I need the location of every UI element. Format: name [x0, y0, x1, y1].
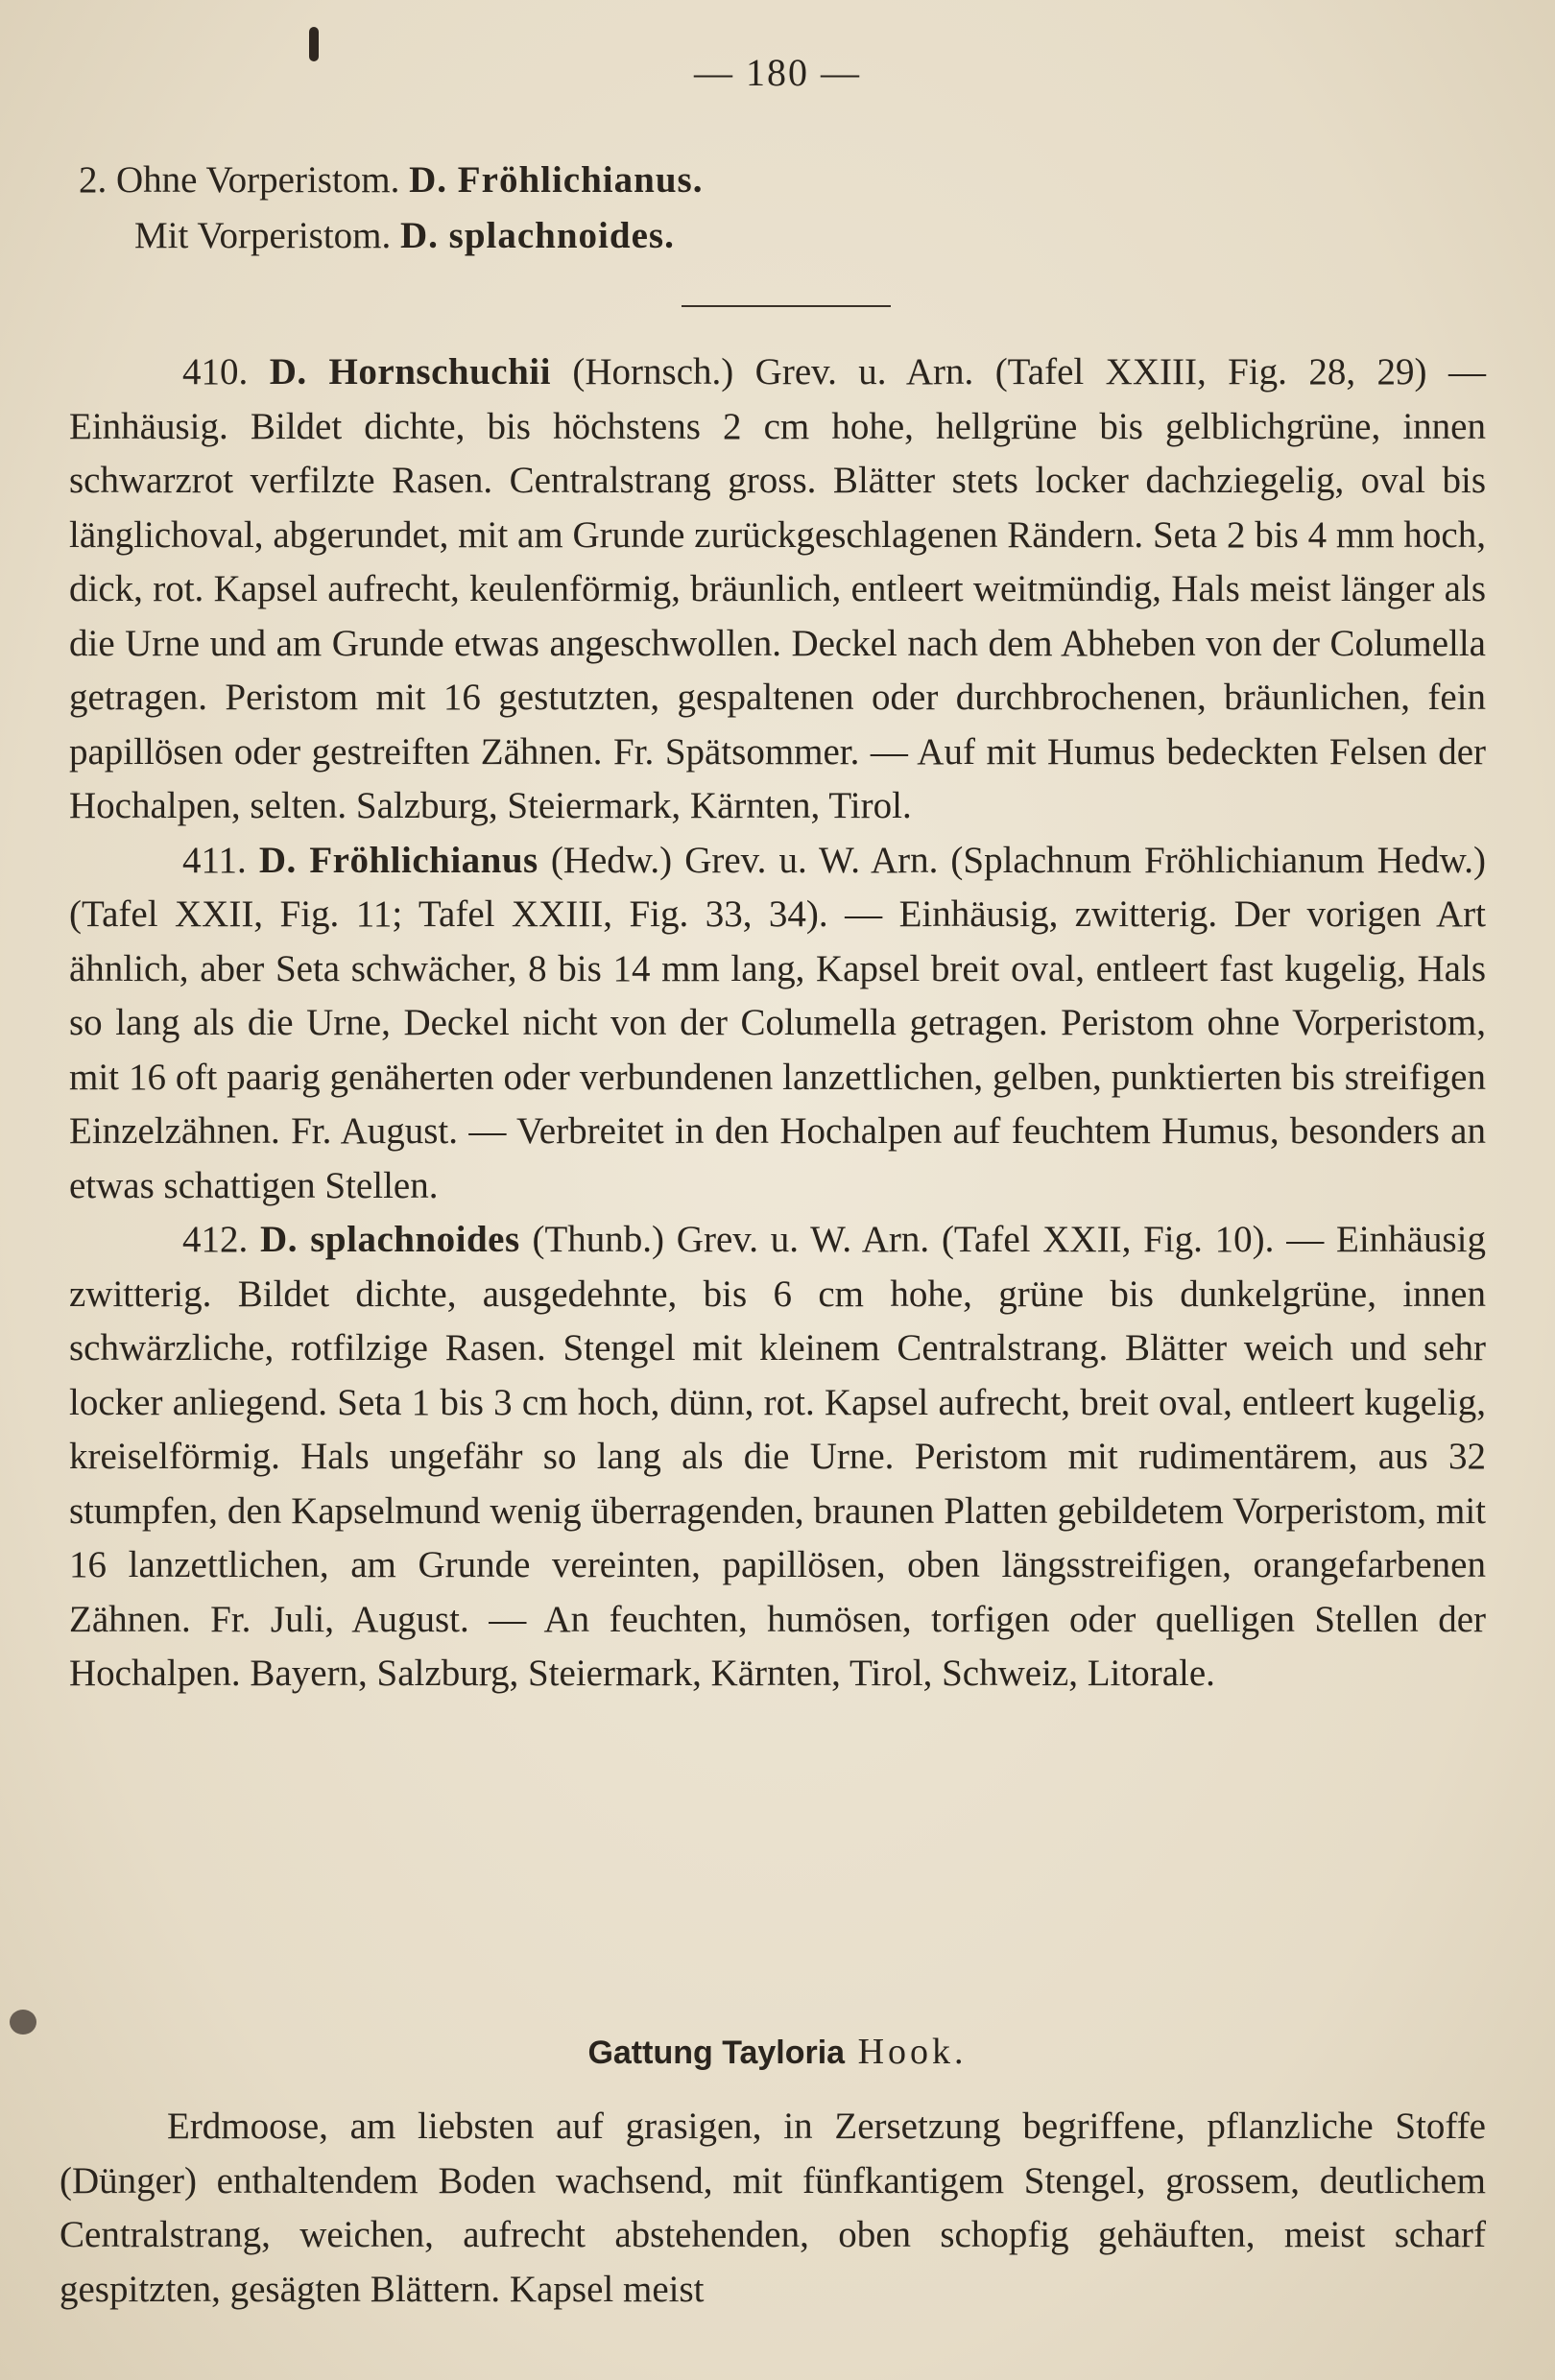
genus-label: Gattung Tayloria	[587, 2035, 846, 2071]
species-name: D. Hornschuchii	[269, 351, 551, 393]
species-entries	[69, 345, 1486, 1702]
species-entry-412	[69, 1213, 1486, 1702]
key-line-1	[79, 154, 703, 207]
key-prefix: Mit Vorperistom.	[134, 215, 400, 256]
key-line-2	[134, 209, 675, 263]
entry-number: 412.	[182, 1219, 261, 1260]
genus-author: Hook.	[845, 2032, 968, 2072]
entry-number: 410.	[182, 351, 270, 393]
species-entry-411	[69, 834, 1486, 1214]
genus-paragraph: Erdmoose, am liebsten auf grasigen, in Zersetzung begriffene, pflanzliche Stoffe (Dünger) enthaltendem Boden wachsend, mit fünfkantigem Stengel, grossem, deutlichem Centralstrang, weichen, aufrecht abstehenden, oben schopfig gehäuften, meist scharf gespitzten, gesägten Blättern. Kapsel meist	[60, 2106, 1486, 2310]
genus-description	[60, 2100, 1486, 2317]
species-name: D. splachnoides	[260, 1219, 520, 1260]
section-divider	[682, 305, 891, 307]
entry-text: (Hornsch.) Grev. u. Arn. (Tafel XXIII, Fig. 28, 29) — Einhäusig. Bildet dichte, bis höchstens 2 cm hohe, hellgrüne bis gelblichgrüne, innen schwarzrot verfilzte Rasen. Centralstrang gross. Blätter stets locker dachziegelig, oval bis länglichoval, abgerundet, mit am Grunde zurückgeschlagenen Rändern. Seta 2 bis 4 mm hoch, dick, rot. Kapsel aufrecht, keulenförmig, bräunlich, entleert weitmündig, Hals meist länger als die Urne und am Grunde etwas angeschwollen. Deckel nach dem Abheben von der Columella getragen. Peristom mit 16 gestutzten, gespaltenen oder durchbrochenen, bräunlichen, fein papillösen oder gestreiften Zähnen. Fr. Spätsommer. — Auf mit Humus bedeckten Felsen der Hochalpen, selten. Salzburg, Steiermark, Kärnten, Tirol.	[69, 351, 1486, 826]
page-number: — 180 —	[694, 51, 861, 94]
key-prefix: 2. Ohne Vorperistom.	[79, 159, 410, 201]
entry-number: 411.	[182, 839, 259, 881]
entry-text: (Thunb.) Grev. u. W. Arn. (Tafel XXII, Fig. 10). — Einhäusig zwitterig. Bildet dichte, ausgedehnte, bis 6 cm hohe, grüne bis dunkelgrüne, innen schwärzliche, rotfilzige Rasen. Stengel mit kleinem Centralstrang. Blätter weich und sehr locker anliegend. Seta 1 bis 3 cm hoch, dünn, rot. Kapsel aufrecht, breit oval, entleert kugelig, kreiselförmig. Hals ungefähr so lang als die Urne. Peristom mit rudimentärem, aus 32 stumpfen, den Kapselmund wenig überragenden, braunen Platten gebildetem Vorperistom, mit 16 lanzettlichen, am Grunde vereinten, papillösen, oben längsstreifigen, orangefarbenen Zähnen. Fr. Juli, August. — An feuchten, humösen, torfigen oder quelligen Stellen der Hochalpen. Bayern, Salzburg, Steiermark, Kärnten, Tirol, Schweiz, Litorale.	[69, 1219, 1486, 1694]
key-species: D. splachnoides.	[400, 215, 675, 256]
key-species: D. Fröhlichianus.	[409, 159, 704, 201]
entry-text: (Hedw.) Grev. u. W. Arn. (Splachnum Fröhlichianum Hedw.) (Tafel XXII, Fig. 11; Tafel XXIII, Fig. 33, 34). — Einhäusig, zwitterig. Der vorigen Art ähnlich, aber Seta schwächer, 8 bis 14 mm lang, Kapsel breit oval, entleert fast kugelig, Hals so lang als die Urne, Deckel nicht von der Columella getragen. Peristom ohne Vorperistom, mit 16 oft paarig genäherten oder verbundenen lanzettlichen, gelben, punktierten bis streifigen Einzelzähnen. Fr. August. — Verbreitet in den Hochalpen auf feuchtem Humus, besonders an etwas schattigen Stellen.	[69, 839, 1486, 1206]
genus-heading	[0, 2031, 1555, 2073]
species-entry-410	[69, 345, 1486, 834]
species-name: D. Fröhlichianus	[258, 839, 538, 881]
